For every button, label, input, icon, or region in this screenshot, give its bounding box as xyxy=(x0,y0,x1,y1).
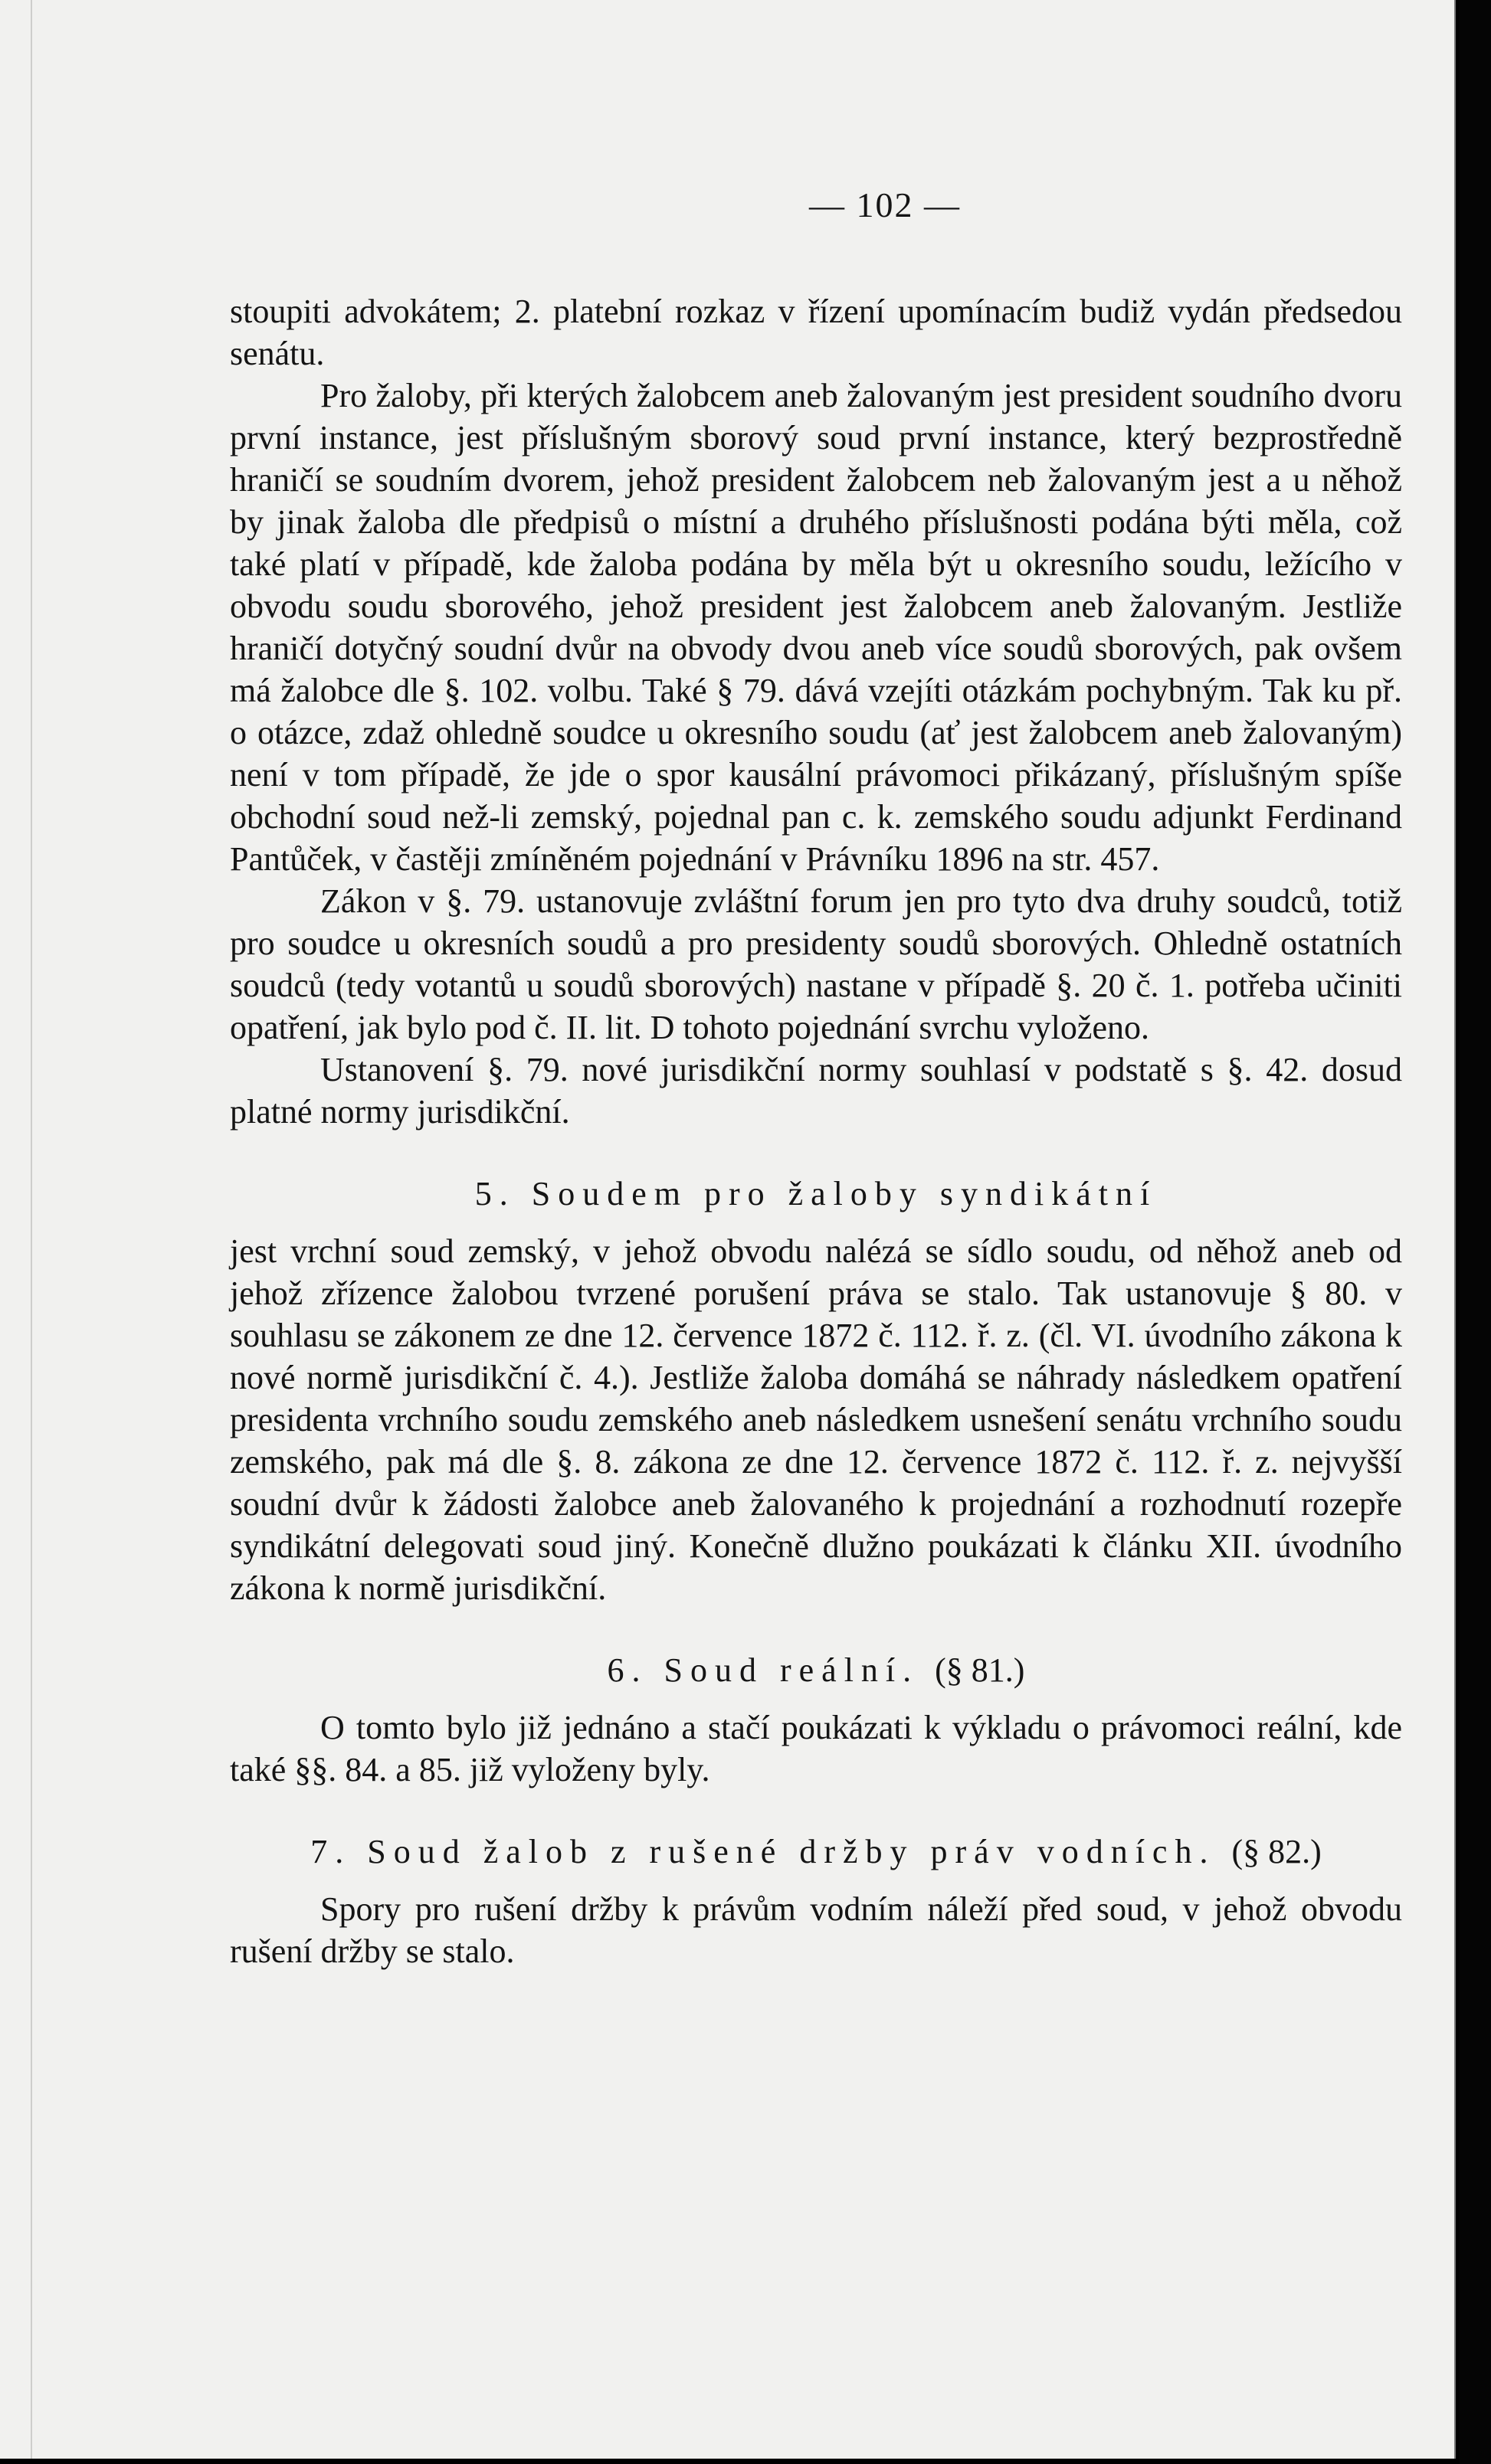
section-heading-6-ref: (§ 81.) xyxy=(935,1651,1025,1689)
section-heading-6 xyxy=(230,1649,1402,1691)
paragraph-syndicate-court: jest vrchní soud zemský, v jehož obvodu nalézá se sídlo soudu, od něhož aneb od jehož zřízence žalobou tvrzené porušení práva se stalo. Tak ustanovuje § 80. v souhlasu se zákonem ze dne 12. července 1872 č. 112. ř. z. (čl. VI. úvodního zákona k nové normě jurisdikční č. 4.). Jestliže žaloba domáhá se náhrady následkem opatření presidenta vrchního soudu zemského aneb následkem usnešení senátu vrchního soudu zemského, pak má dle §. 8. zákona ze dne 12. července 1872 č. 112. ř. z. nejvyšší soudní dvůr k žádosti žalobce aneb žalovaného k projednání a rozhodnutí rozepře syndikátní delegovati soud jiný. Konečně dlužno poukázati k článku XII. úvodního zákona k normě jurisdikční. xyxy=(230,1232,1402,1607)
section-heading-7 xyxy=(230,1831,1402,1873)
scan-black-edge xyxy=(1460,0,1491,2464)
paragraph-section-79-comparison: Ustanovení §. 79. nové jurisdikční normy souhlasí v podstatě s §. 42. dosud platné normy jurisdikční. xyxy=(230,1051,1402,1131)
scan-fold-line xyxy=(31,0,32,2459)
section-heading-6-text: 6. Soud reální. xyxy=(607,1651,919,1689)
section-heading-7-text: 7. Soud žalob z rušené držby práv vodních. xyxy=(310,1833,1216,1870)
paragraph-continuation: stoupiti advokátem; 2. platební rozkaz v řízení upomínacím budiž vydán předsedou senátu. xyxy=(230,293,1402,372)
page-content xyxy=(230,184,1402,1972)
paragraph-water-rights: Spory pro rušení držby k právům vodním náleží před soud, v jehož obvodu rušení držby se stalo. xyxy=(230,1890,1402,1970)
page-number: — 102 — xyxy=(809,185,961,224)
paragraph-real-court: O tomto bylo již jednáno a stačí poukázati k výkladu o právomoci reální, kde také §§. 84. a 85. již vyloženy byly. xyxy=(230,1709,1402,1788)
section-heading-7-ref: (§ 82.) xyxy=(1231,1833,1322,1870)
paragraph-president-forum: Pro žaloby, při kterých žalobcem aneb žalovaným jest president soudního dvoru první instance, jest příslušným sborový soud první instance, který bezprostředně hraničí se soudním dvorem, jehož president žalobcem neb žalovaným jest a u něhož by jinak žaloba dle předpisů o místní a druhého příslušnosti podána býti měla, což také platí v případě, kde žaloba podána by měla být u okresního soudu, ležícího v obvodu soudu sborového, jehož president jest žalobcem aneb žalovaným. Jestliže hraničí dotyčný soudní dvůr na obvody dvou aneb více soudů sborových, pak ovšem má žalobce dle §. 102. volbu. Také § 79. dává vzejíti otázkám pochybným. Tak ku př. o otázce, zdaž ohledně soudce u okresního soudu (ať jest žalobcem aneb žalovaným) není v tom případě, že jde o spor kausální právomoci přikázaný, příslušným spíše obchodní soud než-li zemský, pojednal pan c. k. zemského soudu adjunkt Ferdinand Pantůček, v častěji zmíněném pojednání v Právníku 1896 na str. 457. xyxy=(230,377,1402,878)
paragraph-section-79: Zákon v §. 79. ustanovuje zvláštní forum jen pro tyto dva druhy soudců, totiž pro soudce u okresních soudů a pro presidenty soudů sborových. Ohledně ostatních soudců (tedy votantů u soudů sborových) nastane v případě §. 20 č. 1. potřeba učiniti opatření, jak bylo pod č. II. lit. D tohoto pojednání svrchu vyloženo. xyxy=(230,882,1402,1046)
section-heading-5: 5. Soudem pro žaloby syndikátní xyxy=(474,1175,1158,1212)
